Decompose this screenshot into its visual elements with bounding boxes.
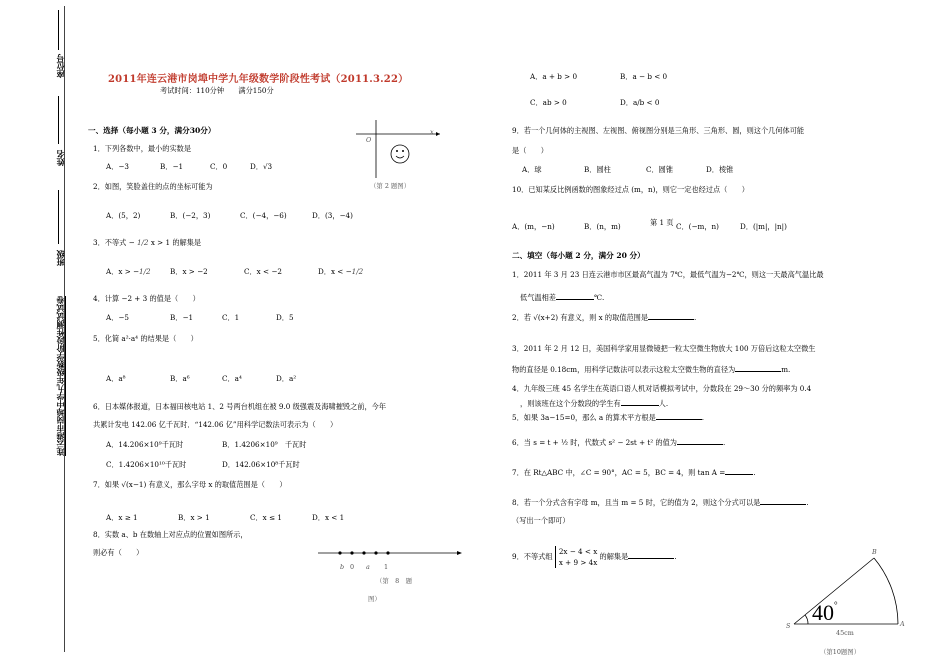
q9-option-a[interactable]: A．球 <box>522 165 542 174</box>
school-paper-label: 连云港市岗埠中学九年级数学阶段性测试试卷 <box>55 296 65 456</box>
q4-option-c[interactable]: C．1 <box>222 313 240 322</box>
q3-stem-post: x > 1 的解集是 <box>150 238 202 247</box>
q3-option-c[interactable]: C．x < −2 <box>244 267 282 276</box>
name-blank[interactable] <box>58 96 59 144</box>
fig10-angle-value: 40 <box>812 600 834 625</box>
section2-heading: 二、填空（每小题 2 分，满分 20 分） <box>512 251 645 260</box>
fill-q9-end: . <box>674 552 677 561</box>
fig2-caption: （第 2 题图） <box>370 182 411 190</box>
fill-q4-post: 人. <box>658 399 669 408</box>
q6-option-d[interactable]: D．142.06×10⁸千瓦时 <box>222 460 300 469</box>
fig10-label-a: A <box>900 620 905 628</box>
q4-option-d[interactable]: D．5 <box>276 313 294 322</box>
q5-option-c[interactable]: C．a⁴ <box>222 374 242 383</box>
fill-q5 <box>512 412 704 422</box>
q8-option-d[interactable]: D．a/b < 0 <box>620 98 660 107</box>
q7-option-d[interactable]: D．x < 1 <box>312 513 345 522</box>
fig8-label-zero: 0 <box>350 563 355 571</box>
fill-q5-post: . <box>701 413 705 422</box>
q8-option-a[interactable]: A．a + b > 0 <box>530 72 578 81</box>
fill-q8-post: . <box>806 498 809 507</box>
fill-q2-answer-blank[interactable] <box>648 312 697 322</box>
q6-line1: 6．日本媒体报道，日本福田核电站 1、2 号两台机组在被 9.0 级强震及海啸摧毁之前，今年 <box>93 402 387 411</box>
fig2-x-arrow <box>436 132 440 136</box>
exam-title: 2011年连云港市岗埠中学九年级数学阶段性考试（2011.3.22） <box>108 74 409 85</box>
fig2-origin-label: O <box>366 136 372 144</box>
figure-10-sector <box>780 540 910 636</box>
figure-8-number-line <box>318 546 464 560</box>
fill-q3-line1: 3．2011 年 2 月 12 日，美国科学家用显微镜把一粒太空微生物放大 100 万倍后这粒太空微生 <box>512 344 816 353</box>
fig8-point-4 <box>374 551 377 554</box>
q8-stem-2: 则必有（ ） <box>93 548 144 557</box>
fill-q9 <box>512 546 677 568</box>
fig8-arrow <box>457 551 462 555</box>
fill-q3-pre: 物的直径是 0.18cm，用科学记数法可以表示这粒太空微生物的直径为 <box>512 365 736 374</box>
fill-q1-answer-blank[interactable] <box>556 292 594 300</box>
fill-q9-system <box>555 546 597 568</box>
q2-option-a[interactable]: A．(5，2) <box>106 211 141 220</box>
exam-subtitle: 考试时间：110分钟 满分150分 <box>160 86 274 95</box>
fill-q4-line2 <box>520 398 668 408</box>
fig8-point-2 <box>350 551 353 554</box>
fig10-angle-label <box>812 600 838 626</box>
q10-option-a[interactable]: A．(m，−n) <box>512 222 555 231</box>
fill-q3-line2 <box>512 364 790 374</box>
fill-q8 <box>512 497 809 507</box>
fill-q1-line1: 1．2011 年 3 月 23 日连云港市市区最高气温为 7℃，最低气温为−2℃，则这一天最高气温比最 <box>512 270 824 279</box>
q6-option-a[interactable]: A．14.206×10⁹千瓦时 <box>106 440 184 449</box>
q10-option-b[interactable]: B．(n，m) <box>584 222 621 231</box>
q9-option-d[interactable]: D．棱锥 <box>706 165 734 174</box>
q4-option-b[interactable]: B．−1 <box>170 313 194 322</box>
fill-q2 <box>512 312 696 322</box>
fig8-point-3 <box>362 551 365 554</box>
q1-option-a[interactable]: A．−3 <box>106 162 129 171</box>
fig8-label-a: a <box>366 563 370 571</box>
q8-stem: 8．实数 a、b 在数轴上对应点的位置如图所示， <box>93 530 248 539</box>
q1-option-b[interactable]: B．−1 <box>160 162 184 171</box>
q7-option-a[interactable]: A．x ≥ 1 <box>106 513 138 522</box>
q4-option-a[interactable]: A．−5 <box>106 313 129 322</box>
smiley-eye-right <box>402 150 404 152</box>
q7-option-c[interactable]: C．x ≤ 1 <box>250 513 282 522</box>
q5-stem: 5．化简 a²·a⁴ 的结果是（ ） <box>93 334 198 343</box>
fill-q9-post: 的解集是 <box>599 552 629 561</box>
q9-option-b[interactable]: B．圆柱 <box>584 165 611 174</box>
fill-q8-note: （写出一个即可） <box>512 516 570 525</box>
fill-q6-pre: 6．当 s = t + ½ 时，代数式 s² − 2st + t² 的值为 <box>512 438 677 447</box>
fig10-angle-mark <box>805 615 808 624</box>
q2-option-d[interactable]: D．(3，−4) <box>312 211 353 220</box>
name-label: 姓名 <box>55 150 65 166</box>
q3-stem <box>93 238 201 247</box>
q3-option-a[interactable] <box>106 267 151 276</box>
q10-option-c[interactable]: C．(−m，n) <box>676 222 719 231</box>
q9-line2: 是（ ） <box>512 146 548 155</box>
smiley-face-icon <box>391 145 409 163</box>
fill-q6-post: . <box>723 438 726 447</box>
fig10-arc <box>874 558 898 624</box>
fig10-label-b: B <box>872 548 877 556</box>
q5-option-d[interactable]: D．a² <box>276 374 297 383</box>
fill-q9-answer-blank[interactable] <box>628 551 677 561</box>
q3-stem-pre: 3．不等式 − <box>93 238 135 247</box>
fill-q5-pre: 5．如果 3a−15=0，那么 a 的算术平方根是 <box>512 413 656 422</box>
fig8-caption-2: 图） <box>368 595 381 603</box>
fill-q1-pre: 低气温相差 <box>520 293 556 302</box>
fig8-label-b: b <box>340 563 345 571</box>
q2-option-c[interactable]: C．(−4，−6) <box>240 211 287 220</box>
q3-stem-fraction: 1/2 <box>136 238 149 247</box>
seat-blank[interactable] <box>58 10 59 50</box>
fill-q7 <box>512 467 756 477</box>
q7-option-b[interactable]: B．x > 1 <box>178 513 210 522</box>
smiley-eye-left <box>396 150 398 152</box>
q2-stem: 2．如图，笑脸盖住的点的坐标可能为 <box>93 182 213 191</box>
fill-q1-line2 <box>520 292 604 302</box>
class-blank[interactable] <box>58 190 59 244</box>
q8-option-b[interactable]: B．a − b < 0 <box>620 72 668 81</box>
q4-stem: 4．计算 −2 + 3 的值是（ ） <box>93 294 200 303</box>
smiley-mouth <box>396 156 404 158</box>
fill-q1-post: ℃. <box>593 293 605 302</box>
fill-q3-post: m. <box>781 365 791 374</box>
q6-option-c[interactable]: C．1.4206×10¹⁰千瓦时 <box>106 460 187 469</box>
fill-q4-line1: 4．九年级三班 45 名学生在英语口语人机对话模拟考试中，分数段在 29～30 分的频率为 0.4 <box>512 384 812 393</box>
q3-option-d[interactable] <box>318 267 363 276</box>
q3-option-d-text: D．x < − <box>318 267 352 276</box>
fill-q4-answer-blank[interactable] <box>621 398 659 406</box>
fig8-point-5 <box>386 551 389 554</box>
q8-option-c[interactable]: C．ab > 0 <box>530 98 567 107</box>
fig10-caption: （第10题图） <box>820 648 861 656</box>
fill-q3-answer-blank[interactable] <box>735 364 781 372</box>
fig8-point-1 <box>338 551 341 554</box>
q3-option-a-text: A．x > − <box>106 267 140 276</box>
fig10-label-s: S <box>786 622 791 630</box>
fig8-caption-1: （第 8 题 <box>376 577 413 585</box>
q7-stem: 7．如果 √(x−1) 有意义，那么字母 x 的取值范围是（ ） <box>93 480 287 489</box>
fill-q2-post: . <box>694 313 697 322</box>
fill-q4-pre: ，则该班在这个分数段的学生有 <box>520 399 621 408</box>
fill-q5-answer-blank[interactable] <box>656 412 705 422</box>
q9-line1: 9．若一个几何体的主视图、左视图、俯视图分别是三角形、三角形、圆，则这个几何体可能 <box>512 126 805 135</box>
fill-q7-pre: 7．在 Rt△ABC 中，∠C = 90°，AC = 5，BC = 4，则 tan A = <box>512 468 726 477</box>
q6-option-b[interactable]: B．1.4206×10⁹ 千瓦时 <box>222 440 307 449</box>
q5-option-b[interactable]: B．a⁶ <box>170 374 190 383</box>
q10-option-d[interactable]: D．(|m|，|n|) <box>740 222 787 231</box>
q1-stem: 1．下列各数中，最小的实数是 <box>93 144 192 153</box>
page-number: 第 1 页 <box>650 218 674 227</box>
fill-q6-answer-blank[interactable] <box>677 437 726 447</box>
fill-q9-pre: 9．不等式组 <box>512 552 553 561</box>
fill-q7-post: . <box>753 468 756 477</box>
q2-option-b[interactable]: B．(−2，3) <box>170 211 211 220</box>
q10-stem: 10．已知某反比例函数的图象经过点 (m，n)，则它一定也经过点（ ） <box>512 185 749 194</box>
fill-q9-sys1: 2x − 4 < x <box>558 547 598 556</box>
fig2-axis-x-label: x <box>430 128 434 136</box>
class-label: 班级 <box>55 250 65 266</box>
q9-option-c[interactable]: C．圆锥 <box>646 165 674 174</box>
q1-option-d[interactable]: D．√3 <box>250 162 273 171</box>
q6-line2: 共累计发电 142.06 亿千瓦时．“142.06 亿”用科学记数法可表示为（ ） <box>93 420 338 429</box>
fill-q7-answer-blank[interactable] <box>725 467 756 477</box>
section1-heading: 一、选择（每小题 3 分，满分30分） <box>88 126 216 135</box>
fill-q9-sys2: x + 9 > 4x <box>558 558 598 567</box>
q1-option-c[interactable]: C．0 <box>210 162 228 171</box>
fill-q6 <box>512 437 725 447</box>
fig8-label-one: 1 <box>384 563 389 571</box>
fill-q8-answer-blank[interactable] <box>760 497 809 507</box>
q3-option-b[interactable]: B．x > −2 <box>170 267 208 276</box>
fill-q2-pre: 2．若 √(x+2) 有意义，则 x 的取值范围是 <box>512 313 649 322</box>
seat-label: 座位号 <box>55 54 65 78</box>
fig10-length-label: 45cm <box>836 629 854 637</box>
q3-option-d-fraction: 1/2 <box>351 267 364 276</box>
fig10-degree-mark: ° <box>834 600 838 610</box>
fill-q8-pre: 8．若一个分式含有字母 m，且当 m = 5 时，它的值为 2，则这个分式可以是 <box>512 498 761 507</box>
q3-option-a-fraction: 1/2 <box>139 267 151 276</box>
q5-option-a[interactable]: A．a⁸ <box>106 374 126 383</box>
